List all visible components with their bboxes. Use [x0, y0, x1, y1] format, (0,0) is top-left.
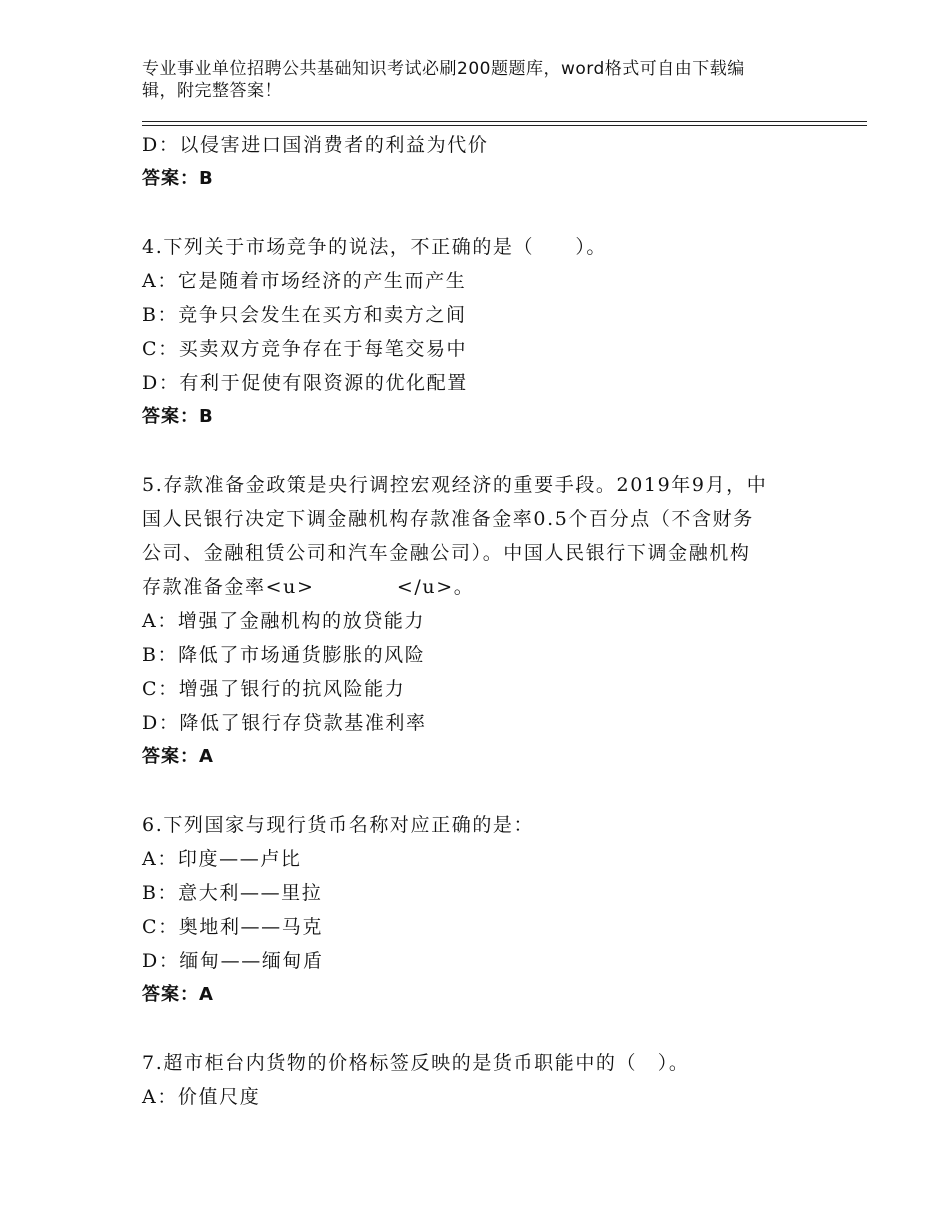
answer-label: 答案：A: [142, 746, 214, 767]
option-b: B：竞争只会发生在买方和卖方之间: [142, 304, 467, 326]
header-line-2: 辑，附完整答案！: [142, 81, 282, 101]
question-6: [142, 808, 802, 1012]
answer-label: 答案：B: [142, 168, 214, 189]
option-a: A：增强了金融机构的放贷能力: [142, 610, 426, 632]
question-list: [142, 128, 802, 1114]
option-b: B：降低了市场通货膨胀的风险: [142, 644, 426, 666]
option-a: A：印度——卢比: [142, 848, 302, 870]
option-a: A：它是随着市场经济的产生而产生: [142, 270, 467, 292]
option-a: A：价值尺度: [142, 1086, 261, 1108]
question-stem-line-1: 5.存款准备金政策是央行调控宏观经济的重要手段。2019年9月，中: [142, 474, 768, 496]
question-3-tail: [142, 128, 802, 196]
question-stem-line-4: 存款准备金率<u> </u>。: [142, 576, 475, 598]
question-stem: 6.下列国家与现行货币名称对应正确的是：: [142, 814, 535, 836]
header-rule-thick: [142, 121, 867, 122]
question-stem-line-3: 公司、金融租赁公司和汽车金融公司）。中国人民银行下调金融机构: [142, 542, 751, 564]
question-4: [142, 230, 802, 434]
option-b: B：意大利——里拉: [142, 882, 323, 904]
option-d: D：缅甸——缅甸盾: [142, 950, 324, 972]
option-c: C：增强了银行的抗风险能力: [142, 678, 406, 700]
option-d: D：降低了银行存贷款基准利率: [142, 712, 427, 734]
answer-label: 答案：B: [142, 406, 214, 427]
question-5: [142, 468, 802, 774]
header-rule-thin: [142, 125, 867, 126]
question-stem: 4.下列关于市场竞争的说法，不正确的是（ ）。: [142, 236, 608, 258]
option-c: C：买卖双方竞争存在于每笔交易中: [142, 338, 468, 360]
question-7: [142, 1046, 802, 1114]
question-stem-line-2: 国人民银行决定下调金融机构存款准备金率0.5个百分点（不含财务: [142, 508, 754, 530]
option-d: D：以侵害进口国消费者的利益为代价: [142, 134, 489, 156]
option-c: C：奥地利——马克: [142, 916, 323, 938]
option-d: D：有利于促使有限资源的优化配置: [142, 372, 468, 394]
answer-label: 答案：A: [142, 984, 214, 1005]
header-line-1: 专业事业单位招聘公共基础知识考试必刷200题题库，word格式可自由下载编: [142, 59, 745, 79]
document-header: [142, 58, 802, 102]
question-stem: 7.超市柜台内货物的价格标签反映的是货币职能中的（ ）。: [142, 1052, 690, 1074]
